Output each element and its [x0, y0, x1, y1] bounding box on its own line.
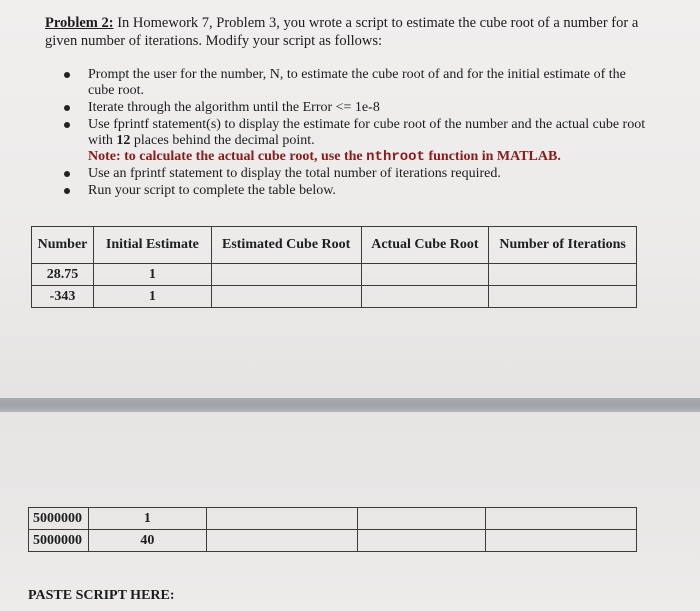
cell-estimated-blank[interactable] — [206, 530, 358, 552]
table-row — [32, 286, 637, 308]
bullet-icon — [64, 72, 70, 78]
cell-initial: 1 — [93, 264, 211, 286]
table-row — [29, 530, 637, 552]
cell-iterations-blank[interactable] — [489, 264, 637, 286]
cell-iterations-blank[interactable] — [489, 286, 637, 308]
cell-number: 28.75 — [32, 264, 94, 286]
table-header-row — [32, 227, 637, 264]
nthroot-code: nthroot — [366, 149, 425, 165]
results-table-continued — [28, 507, 637, 552]
instruction-item — [60, 100, 650, 116]
bullet-icon — [64, 171, 70, 177]
cell-actual-blank[interactable] — [361, 286, 489, 308]
header-initial-estimate: Initial Estimate — [93, 227, 211, 264]
cell-estimated-blank[interactable] — [206, 508, 358, 530]
header-number-of-iterations: Number of Iterations — [489, 227, 637, 264]
instruction-item — [60, 117, 650, 165]
cell-number: 5000000 — [29, 508, 89, 530]
paste-script-label: PASTE SCRIPT HERE: — [28, 588, 175, 603]
decimal-places-value: 12 — [116, 133, 131, 148]
cell-initial: 1 — [93, 286, 211, 308]
instruction-item — [60, 67, 650, 99]
cell-actual-blank[interactable] — [358, 508, 486, 530]
bullet-icon — [64, 188, 70, 194]
cell-iterations-blank[interactable] — [486, 508, 637, 530]
instruction-item — [60, 183, 650, 199]
instruction-text: places behind the decimal point. — [130, 133, 315, 148]
table-row — [32, 264, 637, 286]
cell-actual-blank[interactable] — [361, 264, 489, 286]
instruction-text: Use fprintf statement(s) to display the estimate for cube root of the number and the actual cube root with — [88, 117, 646, 148]
instruction-item — [60, 166, 650, 182]
cell-actual-blank[interactable] — [358, 530, 486, 552]
cell-estimated-blank[interactable] — [211, 286, 361, 308]
nthroot-note: Note: to calculate the actual cube root, use the nthroot function in MATLAB. — [88, 149, 561, 165]
cell-estimated-blank[interactable] — [211, 264, 361, 286]
instruction-text: Iterate through the algorithm until the Error <= 1e-8 — [88, 100, 380, 115]
cell-number: 5000000 — [29, 530, 89, 552]
instruction-text: Prompt the user for the number, N, to estimate the cube root of and for the initial estimate of the cube root. — [88, 67, 626, 98]
instruction-text: Run your script to complete the table below. — [88, 183, 336, 198]
problem-statement — [45, 14, 655, 50]
cell-initial: 1 — [88, 508, 206, 530]
header-number: Number — [32, 227, 94, 264]
instruction-text: Use an fprintf statement to display the total number of iterations required. — [88, 166, 501, 181]
header-estimated-cube-root: Estimated Cube Root — [211, 227, 361, 264]
bullet-icon — [64, 105, 70, 111]
table-row — [29, 508, 637, 530]
cell-initial: 40 — [88, 530, 206, 552]
bullet-icon — [64, 122, 70, 128]
header-actual-cube-root: Actual Cube Root — [361, 227, 489, 264]
cell-iterations-blank[interactable] — [486, 530, 637, 552]
results-table — [31, 226, 637, 308]
instruction-list — [60, 67, 650, 200]
problem-body: In Homework 7, Problem 3, you wrote a script to estimate the cube root of a number for a given number of iterations. Modify your script as follows: — [45, 15, 639, 49]
problem-label: Problem 2: — [45, 15, 114, 31]
cell-number: -343 — [32, 286, 94, 308]
page-divider — [0, 398, 700, 412]
